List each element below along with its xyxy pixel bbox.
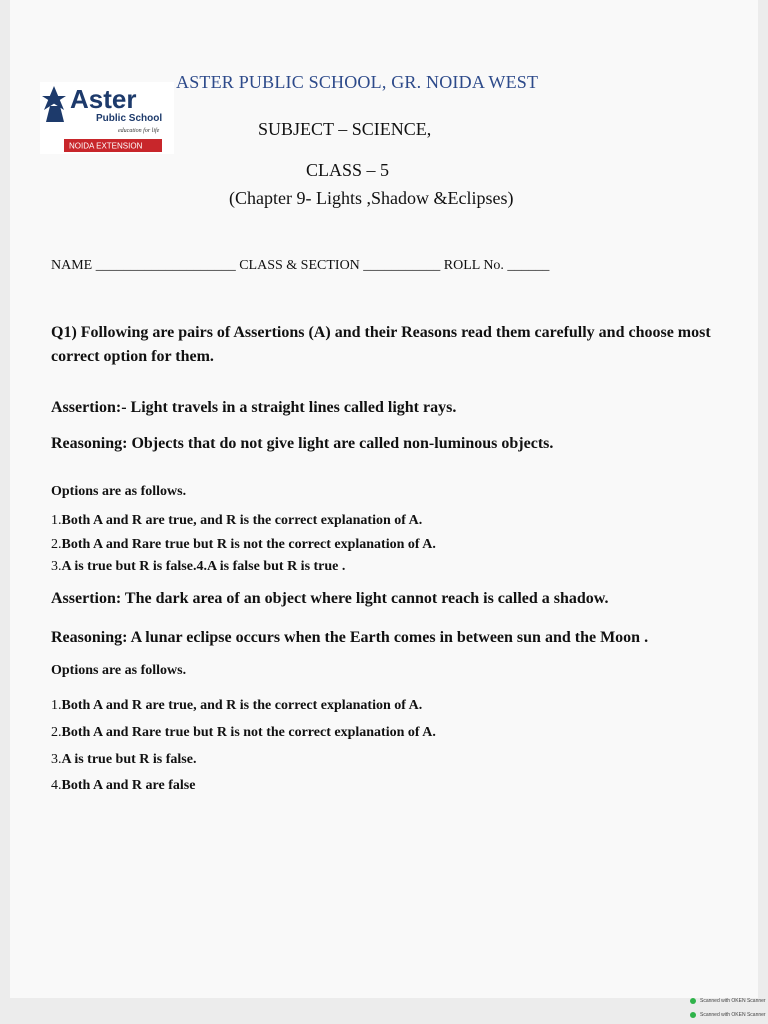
- option-item: [51, 698, 422, 714]
- assertion-1: Assertion:- Light travels in a straight lines called light rays.: [51, 399, 457, 416]
- logo-sub: Public School: [96, 113, 163, 124]
- aster-logo-graphic: [40, 82, 174, 154]
- option-text: Both A and Rare true but R is not the correct explanation of A.: [61, 725, 436, 740]
- school-name: ASTER PUBLIC SCHOOL, GR. NOIDA WEST: [176, 72, 539, 92]
- option-item: [51, 537, 436, 553]
- option-item: [51, 752, 196, 768]
- subject-title: SUBJECT – SCIENCE,: [258, 119, 432, 139]
- option-item: [51, 778, 195, 794]
- options-heading-1: Options are as follows.: [51, 484, 187, 499]
- option-number: 3.: [51, 559, 62, 574]
- option-item: [51, 725, 436, 741]
- option-number: 1.: [51, 513, 62, 528]
- scanner-text: Scanned with OKEN Scanner: [700, 1012, 766, 1018]
- option-item: [51, 559, 345, 575]
- school-logo: [40, 82, 174, 154]
- logo-brand: Aster: [70, 84, 137, 114]
- scanner-logo-icon: [690, 998, 696, 1004]
- reasoning-1: Reasoning: Objects that do not give light are called non-luminous objects.: [51, 435, 554, 452]
- assertion-2: Assertion: The dark area of an object where light cannot reach is called a shadow.: [51, 590, 609, 607]
- scanner-text: Scanned with OKEN Scanner: [700, 998, 766, 1004]
- option-item: [51, 513, 422, 529]
- scanner-logo-icon: [690, 1012, 696, 1018]
- option-number: 3.: [51, 752, 62, 767]
- option-text: Both A and Rare true but R is not the correct explanation of A.: [61, 537, 436, 552]
- scanner-watermark: [690, 998, 766, 1004]
- option-text: Both A and R are false: [61, 778, 196, 793]
- option-text: A is true but R is false.: [61, 752, 197, 767]
- logo-tagline: education for life: [118, 128, 160, 134]
- scanner-watermark: [690, 1012, 766, 1018]
- option-number: 4.: [51, 778, 62, 793]
- chapter-title: (Chapter 9- Lights ,Shadow &Eclipses): [229, 188, 514, 208]
- option-text: A is true but R is false.4.A is false but R is true .: [61, 559, 346, 574]
- options-heading-2: Options are as follows.: [51, 663, 187, 678]
- option-number: 2.: [51, 537, 62, 552]
- option-number: 2.: [51, 725, 62, 740]
- logo-banner: NOIDA EXTENSION: [69, 141, 143, 151]
- option-text: Both A and R are true, and R is the correct explanation of A.: [61, 513, 423, 528]
- student-details-line: NAME ____________________ CLASS & SECTION ___________ ROLL No. ______: [51, 258, 550, 273]
- option-text: Both A and R are true, and R is the correct explanation of A.: [61, 698, 423, 713]
- class-title: CLASS – 5: [306, 160, 390, 180]
- option-number: 1.: [51, 698, 62, 713]
- reasoning-2: Reasoning: A lunar eclipse occurs when the Earth comes in between sun and the Moon .: [51, 629, 649, 646]
- question-1-prompt: Q1) Following are pairs of Assertions (A) and their Reasons read them carefully and choose most correct option for them.: [51, 324, 711, 365]
